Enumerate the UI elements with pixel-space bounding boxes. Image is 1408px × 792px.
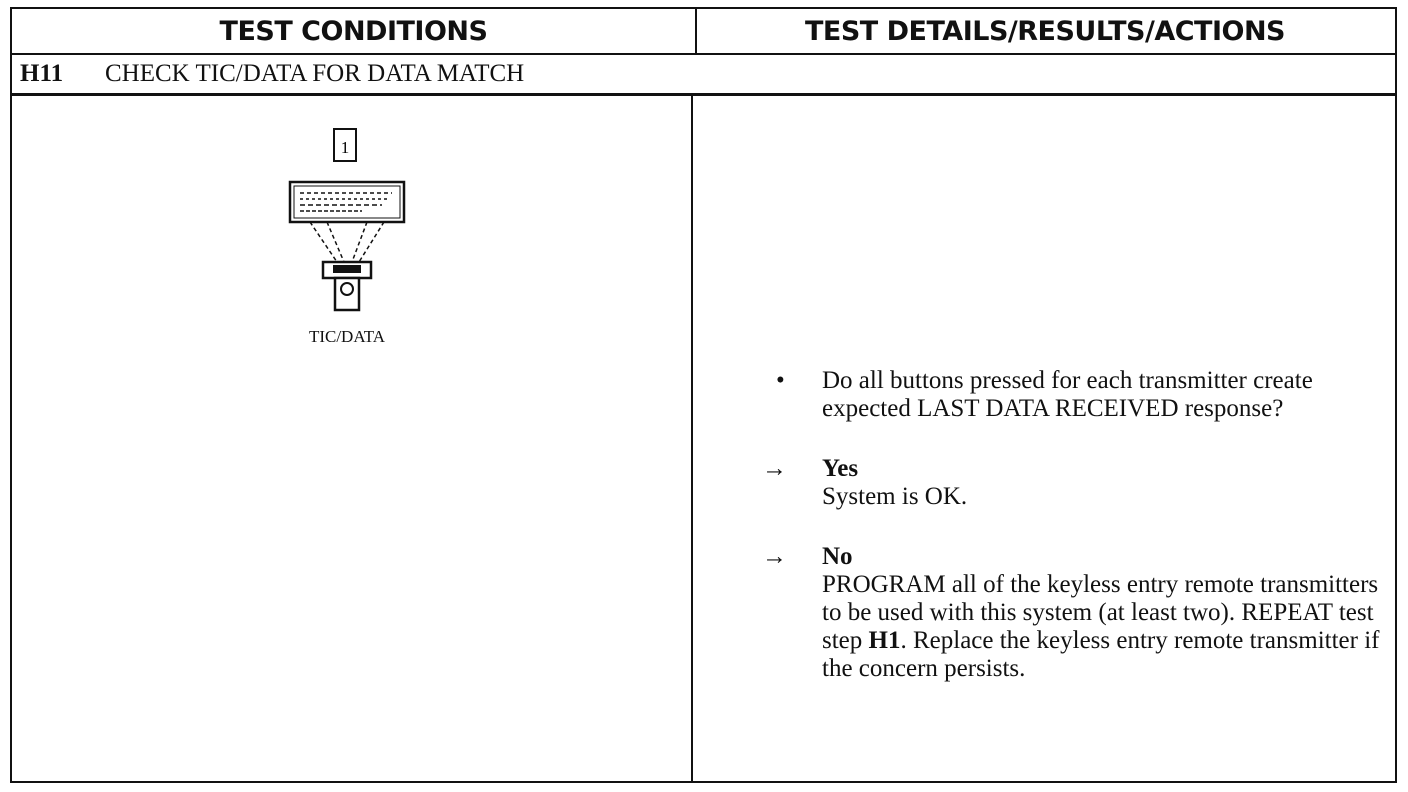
header-test-conditions: TEST CONDITIONS xyxy=(219,15,488,47)
step-title: CHECK TIC/DATA FOR DATA MATCH xyxy=(105,60,525,87)
arrow-right-icon: → xyxy=(762,543,787,570)
no-result xyxy=(762,543,1397,683)
question-item xyxy=(762,367,1397,423)
no-action-part-1: PROGRAM all of the keyless entry remote transmitters to be used with this system (at least two). REPEAT test step xyxy=(822,571,1379,654)
yes-label: Yes xyxy=(822,455,859,482)
yes-action: System is OK. xyxy=(822,483,968,510)
no-label: No xyxy=(822,543,853,570)
step-number: H11 xyxy=(20,60,64,87)
no-action-part-2: . Replace the keyless entry remote transmitter if the concern persists. xyxy=(822,627,1380,682)
scan-tool-icon xyxy=(282,127,412,317)
yes-result xyxy=(762,455,1397,511)
diagram-caption: TIC/DATA xyxy=(308,327,386,346)
tic-data-diagram xyxy=(282,127,412,317)
callout-number: 1 xyxy=(340,138,350,157)
bullet-icon: • xyxy=(776,367,785,394)
test-step-row xyxy=(12,55,1395,93)
header-test-details: TEST DETAILS/RESULTS/ACTIONS xyxy=(805,15,1285,47)
arrow-right-icon: → xyxy=(762,455,787,482)
question-text: Do all buttons pressed for each transmitter create expected LAST DATA RECEIVED response? xyxy=(822,367,1313,422)
step-reference: H1 xyxy=(868,627,901,654)
test-details-content xyxy=(762,367,1397,683)
step-rule xyxy=(12,93,1395,96)
test-procedure-table xyxy=(10,7,1397,783)
column-divider xyxy=(691,96,693,781)
